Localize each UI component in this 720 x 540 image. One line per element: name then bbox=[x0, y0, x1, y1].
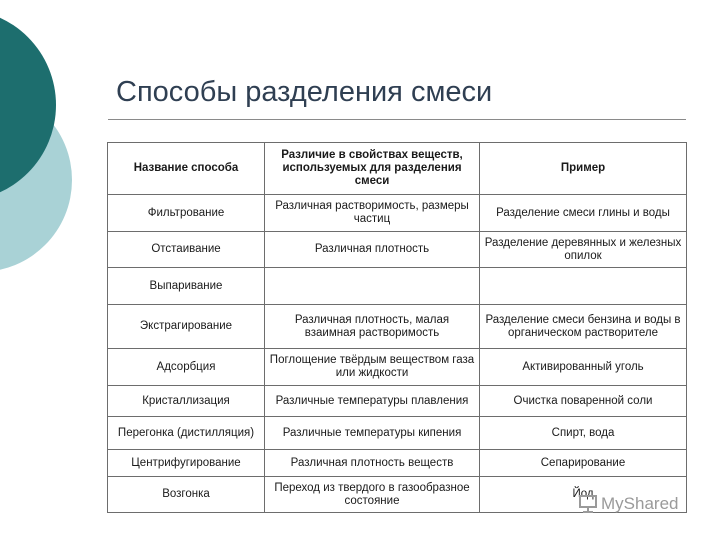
property-cell: Различная растворимость, размеры частиц bbox=[265, 195, 480, 232]
example-cell: Активированный уголь bbox=[480, 349, 687, 386]
property-cell: Различная плотность bbox=[265, 232, 480, 268]
example-cell: Разделение деревянных и железных опилок bbox=[480, 232, 687, 268]
header-method-name: Название способа bbox=[108, 143, 265, 195]
slide-title: Способы разделения смеси bbox=[116, 76, 493, 108]
method-cell: Центрифугирование bbox=[108, 450, 265, 477]
property-cell: Переход из твердого в газообразное состояние bbox=[265, 477, 480, 513]
header-example: Пример bbox=[480, 143, 687, 195]
table-row bbox=[108, 417, 687, 450]
example-cell: Сепарирование bbox=[480, 450, 687, 477]
method-cell: Перегонка (дистилляция) bbox=[108, 417, 265, 450]
example-cell: Спирт, вода bbox=[480, 417, 687, 450]
table-row bbox=[108, 268, 687, 305]
myshared-watermark bbox=[578, 494, 678, 514]
example-cell: Разделение смеси глины и воды bbox=[480, 195, 687, 232]
method-cell: Экстрагирование bbox=[108, 305, 265, 349]
method-cell: Кристаллизация bbox=[108, 386, 265, 417]
example-cell bbox=[480, 268, 687, 305]
example-cell: Йод bbox=[480, 477, 687, 513]
property-cell bbox=[265, 268, 480, 305]
method-cell: Адсорбция bbox=[108, 349, 265, 386]
example-cell: Разделение смеси бензина и воды в органическом растворителе bbox=[480, 305, 687, 349]
property-cell: Различные температуры плавления bbox=[265, 386, 480, 417]
table-row bbox=[108, 195, 687, 232]
table-row bbox=[108, 386, 687, 417]
property-cell: Различная плотность веществ bbox=[265, 450, 480, 477]
property-cell: Поглощение твёрдым веществом газа или жидкости bbox=[265, 349, 480, 386]
separation-methods-table bbox=[107, 142, 687, 513]
table-header-row bbox=[108, 143, 687, 195]
presentation-icon bbox=[578, 494, 598, 514]
property-cell: Различная плотность, малая взаимная растворимость bbox=[265, 305, 480, 349]
decorative-circles bbox=[0, 0, 110, 300]
header-property-difference: Различие в свойствах веществ, используемых для разделения смеси bbox=[265, 143, 480, 195]
table-row bbox=[108, 450, 687, 477]
title-divider bbox=[108, 119, 686, 120]
method-cell: Выпаривание bbox=[108, 268, 265, 305]
method-cell: Фильтрование bbox=[108, 195, 265, 232]
property-cell: Различные температуры кипения bbox=[265, 417, 480, 450]
method-cell: Отстаивание bbox=[108, 232, 265, 268]
table-row bbox=[108, 349, 687, 386]
table-row bbox=[108, 305, 687, 349]
method-cell: Возгонка bbox=[108, 477, 265, 513]
table-row bbox=[108, 232, 687, 268]
watermark-text: MyShared bbox=[601, 494, 679, 513]
decorative-circles-graphic bbox=[0, 0, 110, 300]
example-cell: Очистка поваренной соли bbox=[480, 386, 687, 417]
